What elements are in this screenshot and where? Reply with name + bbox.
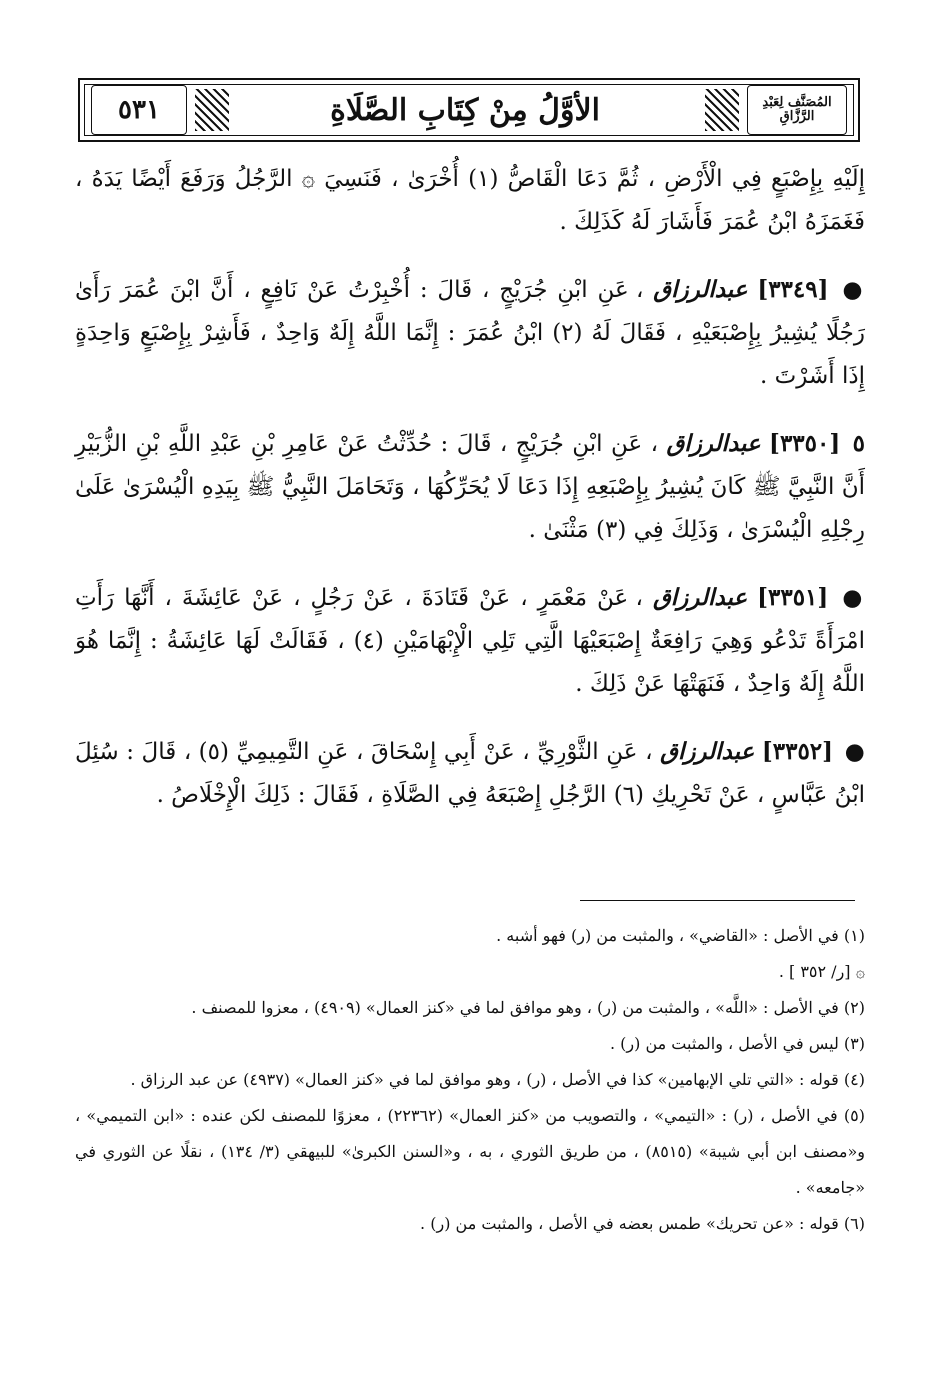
hadith-text: ، عَنِ ابْنِ جُرَيْجٍ ، قَالَ : حُدِّثْتُ عَنْ عَامِرِ بْنِ عَبْدِ اللَّهِ بْنِ الزُّبَيْرِ أَنَّ النَّبِيَّ ﷺ كَانَ يُشِيرُ بِإِصْبَعِهِ إِذَا دَعَا لَا يُحَرِّكُهَا ، وَتَحَامَلَ النَّبِيُّ ﷺ بِيَدِهِ الْيُسْرَىٰ عَلَىٰ رِجْلِهِ الْيُسْرَىٰ ، وَذَلِكَ فِي (٣) مَثْنَىٰ . (75, 431, 865, 543)
ornament-icon (195, 89, 229, 131)
hadith-text: ، عَنِ ابْنِ جُرَيْجٍ ، قَالَ : أُخْبِرْتُ عَنْ نَافِعٍ ، أَنَّ ابْنَ عُمَرَ رَأَىٰ رَجُلًا يُشِيرُ بِإِصْبَعَيْهِ ، فَقَالَ لَهُ (٢) ابْنُ عُمَرَ : إِنَّمَا اللَّهُ إِلَهٌ وَاحِدٌ ، فَأَشِرْ بِإِصْبَعٍ وَاحِدَةٍ إِذَا أَشَرْتَ . (75, 277, 865, 389)
running-title: الأوَّلُ مِنْ كِتَابِ الصَّلَاةِ (330, 92, 600, 128)
footnote-4: (٤) قوله : «التي تلي الإبهامين» كذا في الأصل ، (ر) ، وهو موافق لما في «كنز العمال» (٤٩٣٧) عن عبد الرزاق . (130, 1070, 865, 1089)
footnote-5: (٥) في الأصل ، (ر) : «التيمي» ، والتصويب من «كنز العمال» (٢٢٣٦٢) ، معزوًا للمصنف لكن عنده : «ابن التميمي» ، و«مصنف ابن أبي شيبة» (٨٥١٥) ، من طريق الثوري ، به ، و«السنن الكبرىٰ» للبيهقي (٣/ ١٣٤) ، نقلًا عن الثوري في «جامعه» . (75, 1106, 865, 1197)
hadith-number: [٣٣٥١] (757, 584, 829, 611)
footnote-divider (580, 900, 855, 901)
circle-marker: ٥ (852, 430, 866, 457)
footnote-6: (٦) قوله : «عن تحريك» طمس بعضه في الأصل ، والمثبت من (ر) . (420, 1214, 865, 1233)
hadith-3349 (75, 268, 865, 398)
source-name: عبدالرزاق (653, 276, 748, 303)
source-name: عبدالرزاق (666, 430, 761, 457)
header-frame (84, 84, 854, 136)
bullet-marker: ● (842, 276, 865, 303)
source-name: عبدالرزاق (660, 738, 755, 765)
paragraph-continuation: إِلَيْهِ بِإِصْبَعٍ فِي الْأَرْضِ ، ثُمَّ دَعَا الْقَاصُّ (١) أُخْرَىٰ ، فَنَسِيَ ۞ الرَّجُلُ وَرَفَعَ أَيْضًا يَدَهُ ، فَغَمَزَهُ ابْنُ عُمَرَ فَأَشَارَ لَهُ كَذَلِكَ . (75, 166, 865, 235)
hadith-number: [٣٣٤٩] (757, 276, 829, 303)
hadith-3350 (75, 422, 865, 552)
footnotes (75, 918, 865, 1242)
ornament-icon (705, 89, 739, 131)
hadith-text: ، عَنْ مَعْمَرٍ ، عَنْ قَتَادَةَ ، عَنْ رَجُلٍ ، عَنْ عَائِشَةَ ، أَنَّهَا رَأَتِ امْرَأَةً تَدْعُو وَهِيَ رَافِعَةٌ إِصْبَعَيْهَا الَّتِي تَلِي الْإِبْهَامَيْنِ (٤) ، فَقَالَتْ لَهَا عَائِشَةُ : إِنَّمَا هُوَ اللَّهُ إِلَهٌ وَاحِدٌ ، فَنَهَتْهَا عَنْ ذَلِكَ . (75, 585, 865, 697)
hadith-3352 (75, 730, 865, 817)
main-text (75, 158, 865, 841)
source-name: عبدالرزاق (652, 584, 748, 611)
cross-reference: ۞ [ر/ ٣٥٢ ] . (778, 962, 865, 981)
footnote-3: (٣) ليس في الأصل ، والمثبت من (ر) . (609, 1034, 865, 1053)
book-seal-logo: المُصَنَّف لِعَبْدِ الرَّزَّاقِ (747, 85, 847, 135)
footnote-2: (٢) في الأصل : «اللَّه» ، والمثبت من (ر) ، وهو موافق لما في «كنز العمال» (٤٩٠٩) ، معزوا للمصنف . (191, 998, 865, 1017)
bullet-marker: ● (844, 738, 866, 765)
footnote-1: (١) في الأصل : «القاضي» ، والمثبت من (ر) فهو أشبه . (496, 926, 865, 945)
page-number: ٥٣١ (91, 85, 187, 135)
bullet-marker: ● (842, 584, 866, 611)
hadith-number: [٣٣٥٢] (761, 738, 834, 765)
page-header (78, 78, 860, 142)
hadith-3351 (75, 576, 865, 706)
hadith-text: ، عَنِ الثَّوْرِيِّ ، عَنْ أَبِي إِسْحَاقَ ، عَنِ التَّمِيمِيِّ (٥) ، قَالَ : سُئِلَ ابْنُ عَبَّاسٍ ، عَنْ تَحْرِيكِ (٦) الرَّجُلِ إِصْبَعَهُ فِي الصَّلَاةِ ، فَقَالَ : ذَلِكَ الْإِخْلَاصُ . (75, 739, 865, 808)
hadith-number: [٣٣٥٠] (769, 430, 841, 457)
